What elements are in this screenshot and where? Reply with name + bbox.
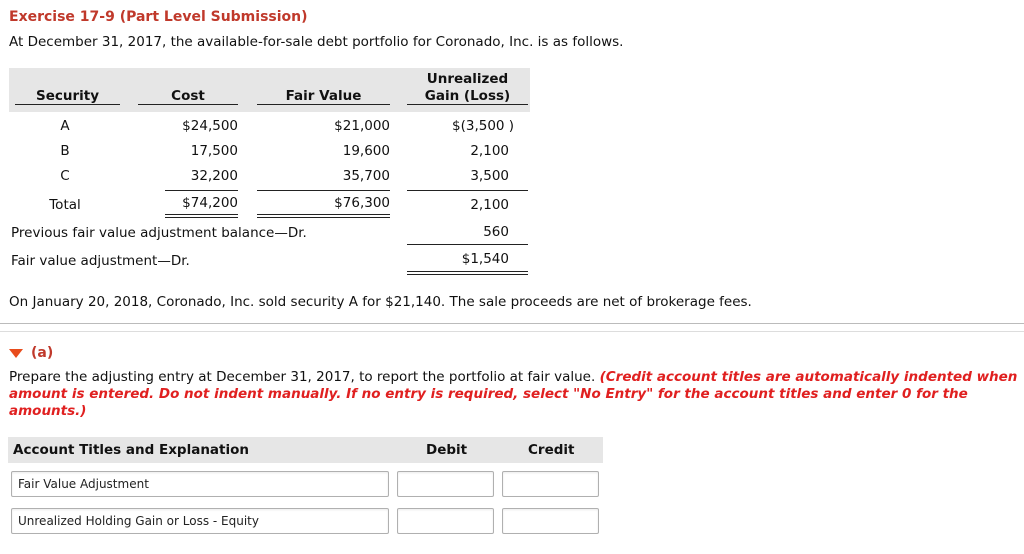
previous-adjustment-label: Previous fair value adjustment balance—Dr. xyxy=(11,225,307,241)
fair-value-adjustment-label: Fair value adjustment—Dr. xyxy=(11,253,190,269)
journal-row-2-debit-input[interactable] xyxy=(397,508,494,534)
total-label: Total xyxy=(49,197,81,213)
header-security: Security xyxy=(15,88,120,105)
total-cost: $74,200 xyxy=(182,195,238,211)
journal-row-1-account-input[interactable] xyxy=(11,471,389,497)
row-c-fair-value: 35,700 xyxy=(342,168,390,184)
adjustment-double-rule-2 xyxy=(407,274,528,275)
sale-note: On January 20, 2018, Coronado, Inc. sold security A for $21,140. The sale proceeds are net of brokerage fees. xyxy=(9,294,752,310)
row-a-fair-value: $21,000 xyxy=(334,118,390,134)
row-a-security: A xyxy=(60,118,70,134)
row-b-security: B xyxy=(60,143,70,159)
previous-adjustment-value: 560 xyxy=(483,224,509,240)
part-a-instructions xyxy=(9,369,1019,420)
row-b-unrealized: 2,100 xyxy=(470,143,509,159)
journal-header xyxy=(8,437,603,463)
journal-header-account: Account Titles and Explanation xyxy=(13,442,250,458)
fair-value-adjustment-value: $1,540 xyxy=(461,251,509,267)
row-c-unrealized: 3,500 xyxy=(470,168,509,184)
journal-row-1-debit-input[interactable] xyxy=(397,471,494,497)
fair-value-double-rule-2 xyxy=(257,217,390,218)
header-fair-value: Fair Value xyxy=(257,88,390,105)
header-unrealized-2: Gain (Loss) xyxy=(407,88,528,105)
adjustment-rule xyxy=(407,244,528,245)
total-fair-value: $76,300 xyxy=(334,195,390,211)
row-c-security: C xyxy=(60,168,70,184)
journal-header-credit: Credit xyxy=(528,442,575,458)
section-divider xyxy=(0,323,1024,324)
journal-row-1-credit-input[interactable] xyxy=(502,471,599,497)
section-divider-light xyxy=(0,331,1024,332)
header-unrealized-1: Unrealized xyxy=(426,71,509,87)
row-b-cost: 17,500 xyxy=(190,143,238,159)
part-a-label: (a) xyxy=(31,345,54,361)
fair-value-total-rule xyxy=(257,190,390,191)
journal-row-2-account-input[interactable] xyxy=(11,508,389,534)
unrealized-total-rule xyxy=(407,190,528,191)
exercise-title: Exercise 17-9 (Part Level Submission) xyxy=(9,9,308,25)
journal-row-2-credit-input[interactable] xyxy=(502,508,599,534)
intro-text: At December 31, 2017, the available-for-sale debt portfolio for Coronado, Inc. is as follows. xyxy=(9,34,624,50)
collapse-triangle-icon[interactable] xyxy=(9,349,23,358)
fair-value-double-rule-1 xyxy=(257,214,390,215)
instruction-note: (Credit account titles are automatically indented when amount is entered. Do not indent manually. If no entry is required, select "No Entry" for the account titles and enter 0 for the amounts.) xyxy=(9,369,1018,419)
header-cost: Cost xyxy=(138,88,238,105)
adjustment-double-rule-1 xyxy=(407,271,528,272)
cost-total-rule xyxy=(165,190,238,191)
journal-header-debit: Debit xyxy=(426,442,468,458)
row-b-fair-value: 19,600 xyxy=(342,143,390,159)
row-a-cost: $24,500 xyxy=(182,118,238,134)
part-a-toggle[interactable] xyxy=(9,345,53,361)
row-c-cost: 32,200 xyxy=(190,168,238,184)
instruction-text: Prepare the adjusting entry at December 31, 2017, to report the portfolio at fair value. xyxy=(9,369,596,385)
cost-double-rule-1 xyxy=(165,214,238,215)
row-a-unrealized: $(3,500 ) xyxy=(452,118,515,134)
cost-double-rule-2 xyxy=(165,217,238,218)
total-unrealized: 2,100 xyxy=(470,197,509,213)
